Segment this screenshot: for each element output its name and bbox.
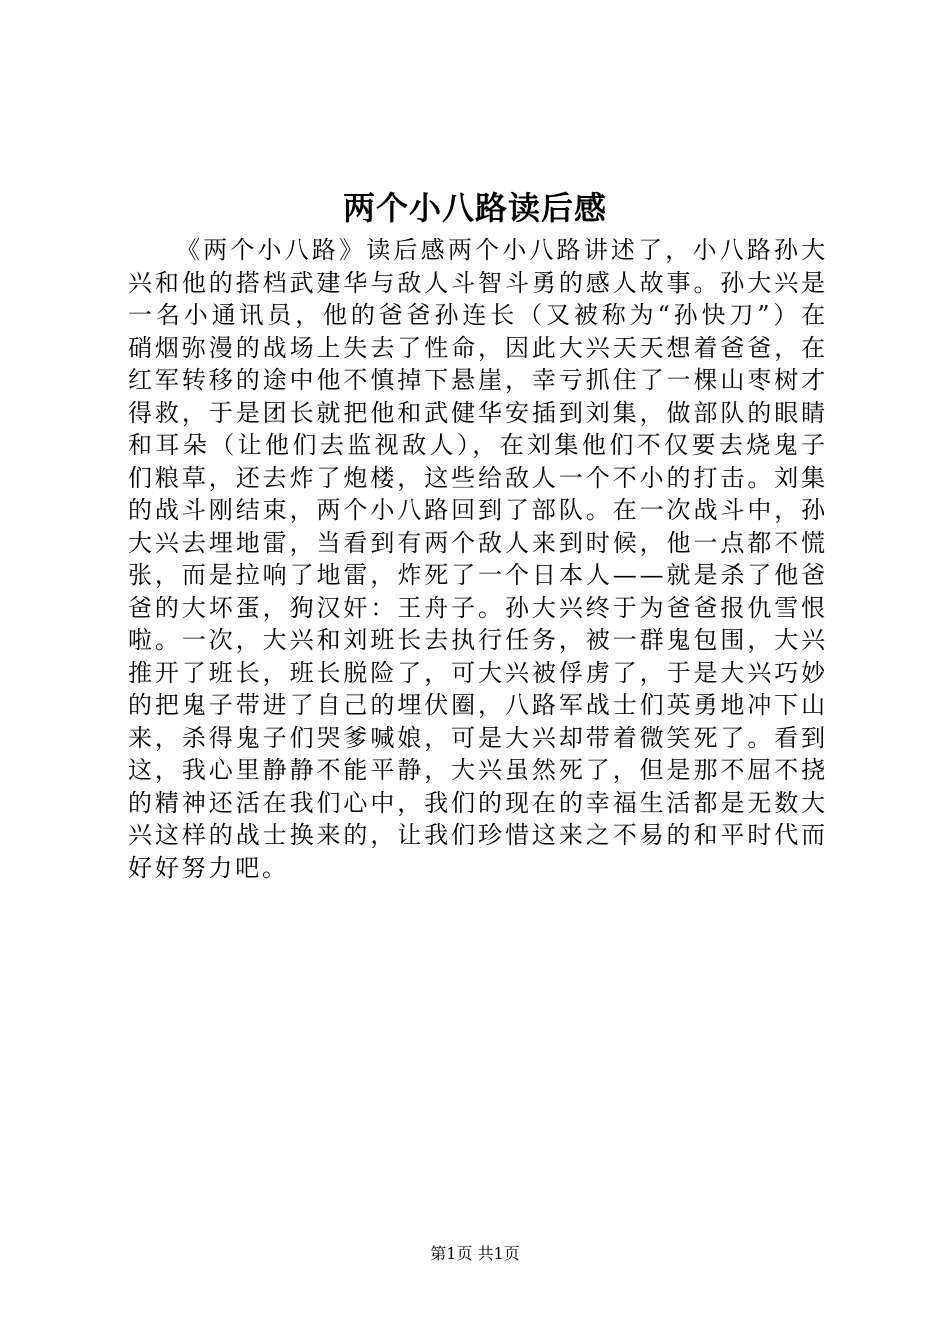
- document-title: 两个小八路读后感: [342, 189, 607, 227]
- document-body-paragraph: 《两个小八路》读后感两个小八路讲述了，小八路孙大兴和他的搭档武建华与敌人斗智斗勇的感人故事。孙大兴是一名小通讯员，他的爸爸孙连长（又被称为“孙快刀”）在硝烟弥漫的战场上失去了性命，因此大兴天天想着爸爸，在红军转移的途中他不慎掉下悬崖，幸亏抓住了一棵山枣树才得救，于是团长就把他和武健华安插到刘集，做部队的眼睛和耳朵（让他们去监视敌人），在刘集他们不仅要去烧鬼子们粮草，还去炸了炮楼，这些给敌人一个不小的打击。刘集的战斗刚结束，两个小八路回到了部队。在一次战斗中，孙大兴去埋地雷，当看到有两个敌人来到时候，他一点都不慌张，而是拉响了地雷，炸死了一个日本人——就是杀了他爸爸的大坏蛋，狗汉奸：王舟子。孙大兴终于为爸爸报仇雪恨啦。一次，大兴和刘班长去执行任务，被一群鬼包围，大兴推开了班长，班长脱险了，可大兴被俘虏了，于是大兴巧妙的把鬼子带进了自己的埋伏圈，八路军战士们英勇地冲下山来，杀得鬼子们哭爹喊娘，可是大兴却带着微笑死了。看到这，我心里静静不能平静，大兴虽然死了，但是那不屈不挠的精神还活在我们心中，我们的现在的幸福生活都是无数大兴这样的战士换来的，让我们珍惜这来之不易的和平时代而好好努力吧。: [128, 236, 828, 882]
- page-footer: 第1页 共1页: [430, 1244, 520, 1263]
